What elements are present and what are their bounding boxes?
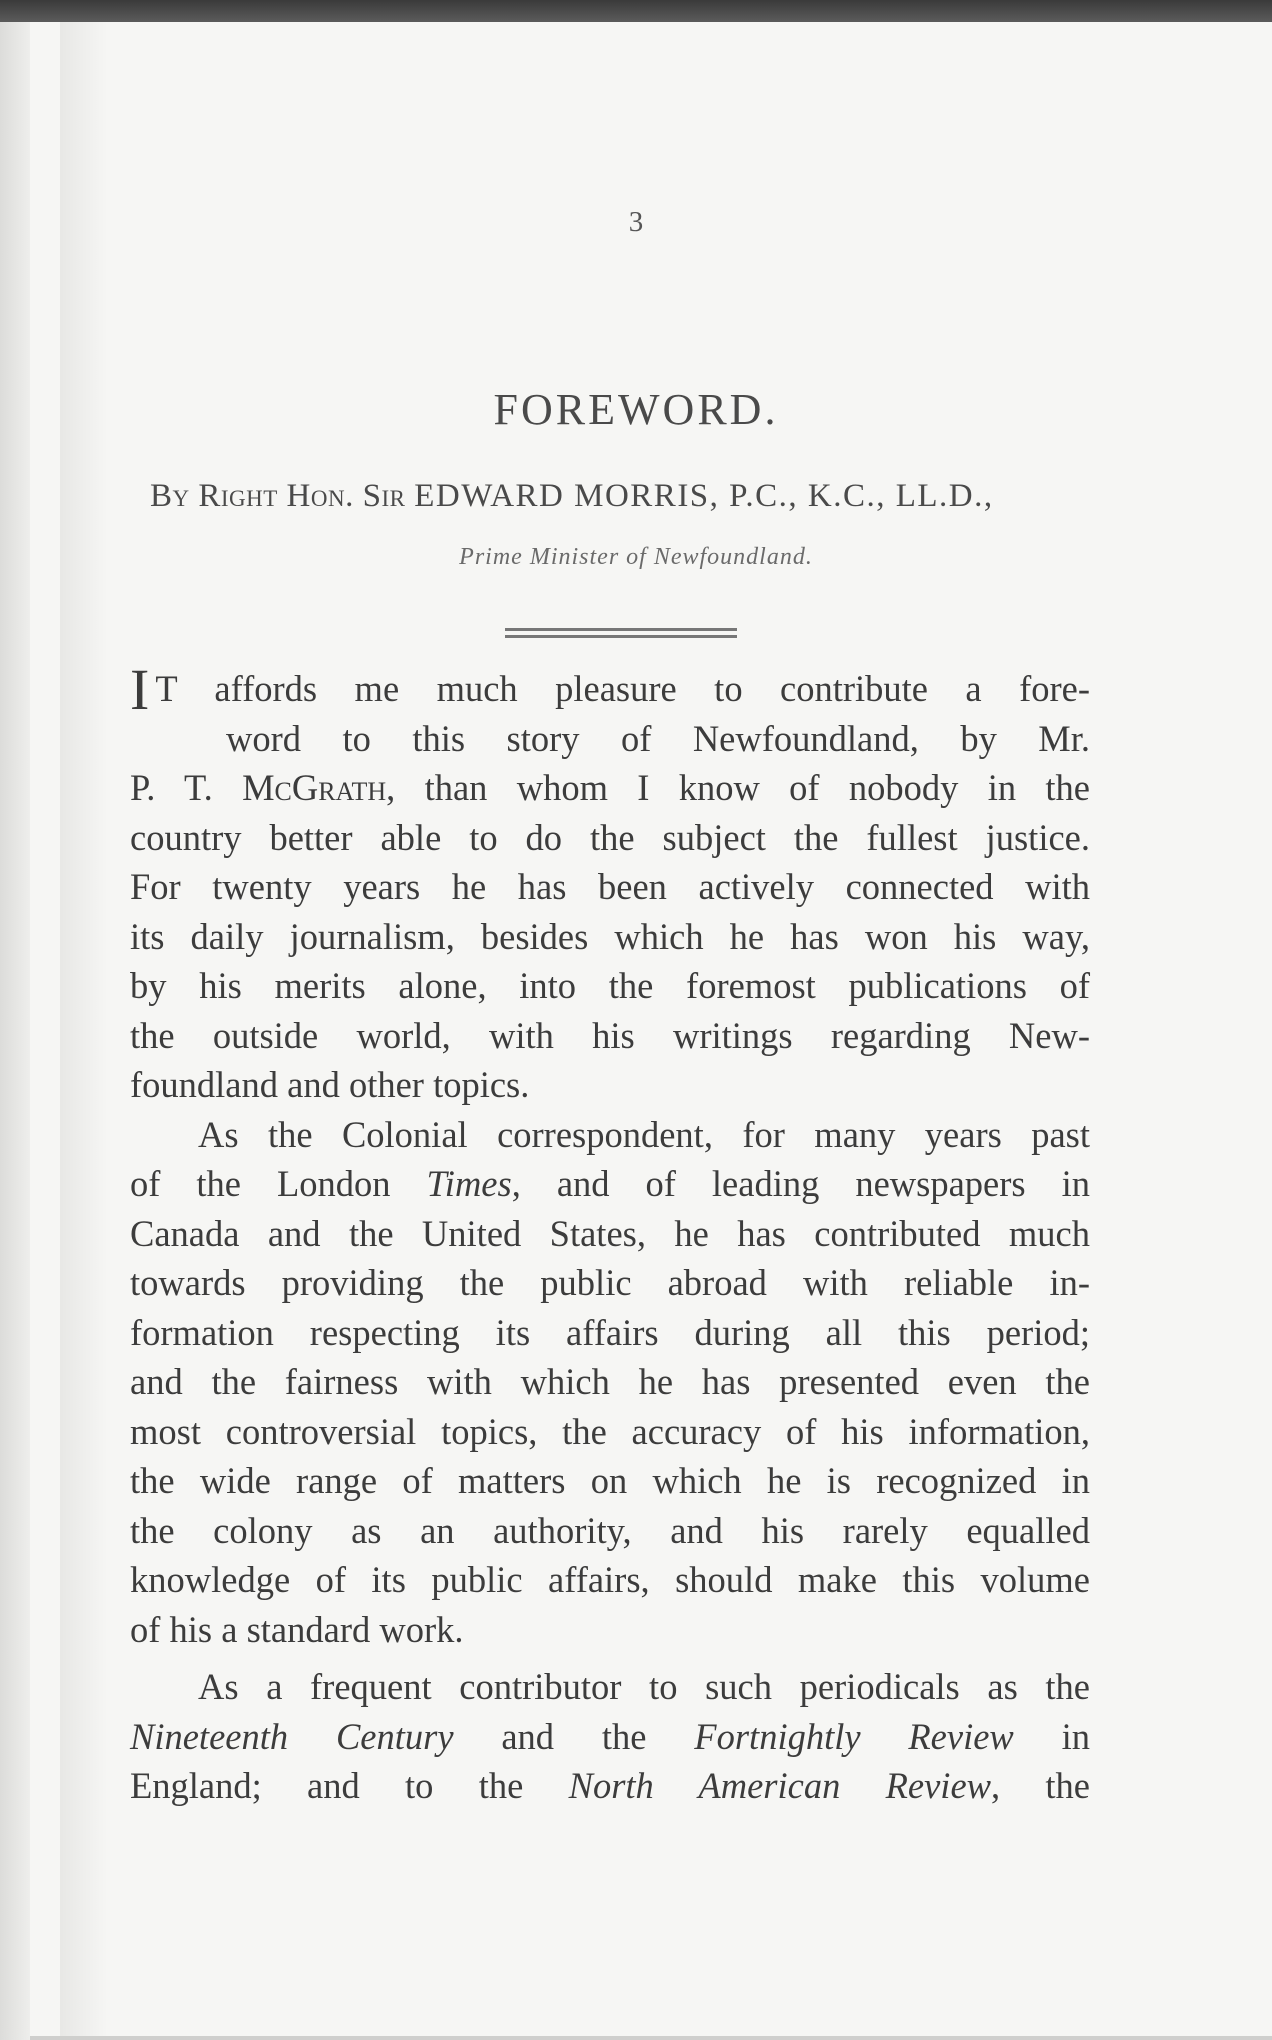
text-line: of his a standard work. bbox=[130, 1608, 464, 1650]
text-line: Nineteenth Century and the Fortnightly Review in bbox=[130, 1715, 1090, 1757]
text-line: of the London Times, and of leading newspapers in bbox=[130, 1163, 1090, 1204]
text-line: the outside world, with his writings regarding New- bbox=[130, 1014, 1090, 1056]
author-name-smallcaps: McGrath bbox=[242, 767, 387, 808]
italic-title: Times bbox=[426, 1163, 512, 1204]
text-line: foundland and other topics. bbox=[130, 1064, 530, 1105]
text-line: P. T. McGrath, than whom I know of nobody in the bbox=[130, 767, 1090, 808]
text-line: by his merits alone, into the foremost publications of bbox=[130, 965, 1090, 1006]
byline bbox=[150, 478, 1110, 515]
paragraph-2 bbox=[130, 1110, 1090, 1655]
text-line: its daily journalism, besides which he has won his way, bbox=[130, 915, 1090, 957]
page-number: 3 bbox=[628, 206, 644, 238]
text-line: I T affords me much pleasure to contribute a fore- bbox=[130, 657, 1090, 722]
text-line: For twenty years he has been actively connected with bbox=[130, 866, 1090, 907]
text-line: word to this story of Newfoundland, by Mr. bbox=[226, 717, 1090, 759]
text-line: the wide range of matters on which he is recognized in bbox=[130, 1460, 1090, 1501]
italic-title: Nineteenth Century bbox=[130, 1715, 454, 1757]
page-top-edge bbox=[0, 0, 1272, 22]
byline-prefix: By Right Hon. Sir bbox=[150, 478, 406, 514]
page-left-edge bbox=[0, 22, 30, 2040]
author-role: Prime Minister of Newfoundland. bbox=[459, 544, 813, 570]
text-line: formation respecting its affairs during all this period; bbox=[130, 1311, 1090, 1353]
page-bottom-edge bbox=[30, 2036, 1272, 2040]
gutter-shadow bbox=[60, 22, 108, 2040]
chapter-title: FOREWORD. bbox=[493, 385, 779, 434]
text-line: England; and to the North American Review, the bbox=[130, 1765, 1090, 1806]
double-rule-divider bbox=[505, 628, 737, 638]
italic-title: North American Review bbox=[568, 1765, 991, 1806]
text-line: As a frequent contributor to such periodicals as the bbox=[198, 1666, 1090, 1707]
foreword-body bbox=[130, 657, 1090, 1811]
drop-cap: I bbox=[130, 657, 150, 722]
text-line: As the Colonial correspondent, for many years past bbox=[198, 1113, 1090, 1155]
text-line: Canada and the United States, he has contributed much bbox=[130, 1212, 1090, 1254]
italic-title: Fortnightly Review bbox=[694, 1715, 1014, 1757]
author-name: EDWARD MORRIS, P.C., K.C., LL.D., bbox=[414, 478, 994, 514]
paragraph-1 bbox=[130, 657, 1090, 1110]
text-line: country better able to do the subject the fullest justice. bbox=[130, 816, 1090, 858]
text-line: knowledge of its public affairs, should make this volume bbox=[130, 1559, 1090, 1600]
text-line: most controversial topics, the accuracy of his information, bbox=[130, 1410, 1090, 1452]
text-line: and the fairness with which he has presented even the bbox=[130, 1361, 1090, 1402]
text-line: towards providing the public abroad with reliable in- bbox=[130, 1262, 1090, 1303]
paragraph-3 bbox=[130, 1662, 1090, 1811]
text-line: the colony as an authority, and his rarely equalled bbox=[130, 1509, 1090, 1551]
